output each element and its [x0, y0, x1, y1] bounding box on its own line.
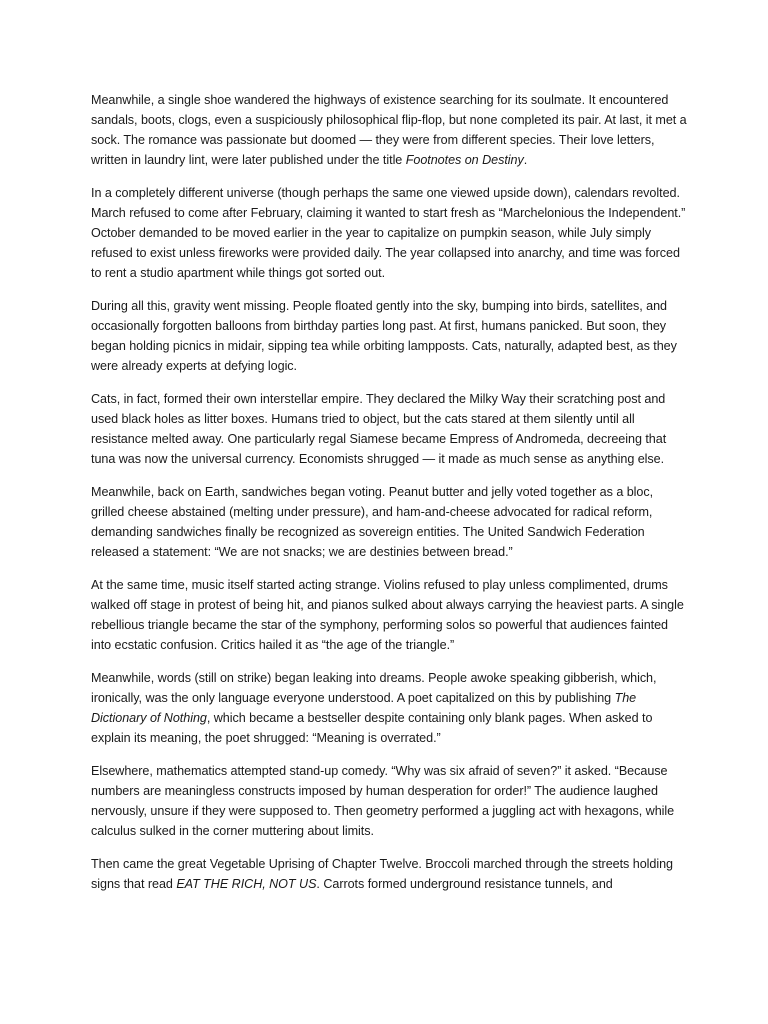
- document-page: [91, 90, 687, 907]
- italic-sign-text: EAT THE RICH, NOT US: [176, 877, 317, 891]
- paragraph-5: [91, 482, 687, 562]
- text-run: , which became a bestseller despite containing only blank pages. When asked to explain its meaning, the poet shrugged: “Meaning is overrated.”: [91, 711, 653, 745]
- text-run: Meanwhile, back on Earth, sandwiches began voting. Peanut butter and jelly voted together as a bloc, grilled cheese abstained (melting under pressure), and ham-and-cheese advocated for radical reform, demanding sandwiches finally be recognized as sovereign entities. The United Sandwich Federation released a statement: “We are not snacks; we are destinies between bread.”: [91, 485, 654, 559]
- text-run: . Carrots formed underground resistance tunnels, and: [316, 877, 613, 891]
- text-run: During all this, gravity went missing. People floated gently into the sky, bumping into birds, satellites, and occasionally forgotten balloons from birthday parties long past. At first, humans panicked. But soon, they began holding picnics in midair, sipping tea while orbiting lampposts. Cats, naturally, adapted best, as they were already experts at defying logic.: [91, 299, 677, 373]
- italic-title: The Dictionary of Nothing: [91, 691, 637, 725]
- paragraph-6: [91, 575, 687, 655]
- text-run: Elsewhere, mathematics attempted stand-up comedy. “Why was six afraid of seven?” it asked. “Because numbers are meaningless constructs imposed by human desperation for order!” The audience laughed nervously, unsure if they were supposed to. Then geometry performed a juggling act with hexagons, while calculus sulked in the corner muttering about limits.: [91, 764, 675, 838]
- text-run: Cats, in fact, formed their own interstellar empire. They declared the Milky Way their scratching post and used black holes as litter boxes. Humans tried to object, but the cats stared at them silently until all resistance melted away. One particularly regal Siamese became Empress of Andromeda, decreeing that tuna was now the universal currency. Economists shrugged — it made as much sense as anything else.: [91, 392, 667, 466]
- text-run: Meanwhile, a single shoe wandered the highways of existence searching for its soulmate. It encountered sandals, boots, clogs, even a suspiciously philosophical flip-flop, but none completed its pair. At last, it met a sock. The romance was passionate but doomed — they were from different species. Their love letters, written in laundry lint, were later published under the title: [91, 93, 687, 167]
- text-run: Then came the great Vegetable Uprising of Chapter Twelve. Broccoli marched through the streets holding signs that read: [91, 857, 674, 891]
- paragraph-9: [91, 854, 687, 894]
- paragraph-1: [91, 90, 687, 170]
- text-run: In a completely different universe (though perhaps the same one viewed upside down), calendars revolted. March refused to come after February, claiming it wanted to start fresh as “Marchelonious the Independent.” October demanded to be moved earlier in the year to capitalize on pumpkin season, while July simply refused to exist unless fireworks were provided daily. The year collapsed into anarchy, and time was forced to rent a studio apartment while things got sorted out.: [91, 186, 686, 280]
- paragraph-3: [91, 296, 687, 376]
- text-run: At the same time, music itself started acting strange. Violins refused to play unless complimented, drums walked off stage in protest of being hit, and pianos sulked about always carrying the heaviest parts. A single rebellious triangle became the star of the symphony, performing solos so powerful that audiences fainted into ecstatic confusion. Critics hailed it as “the age of the triangle.”: [91, 578, 684, 652]
- text-run: .: [523, 153, 528, 167]
- paragraph-8: [91, 761, 687, 841]
- paragraph-7: [91, 668, 687, 748]
- text-run: Meanwhile, words (still on strike) began leaking into dreams. People awoke speaking gibberish, which, ironically, was the only language everyone understood. A poet capitalized on this by publishing: [91, 671, 657, 705]
- paragraph-4: [91, 389, 687, 469]
- italic-title: Footnotes on Destiny: [405, 153, 524, 167]
- paragraph-2: [91, 183, 687, 283]
